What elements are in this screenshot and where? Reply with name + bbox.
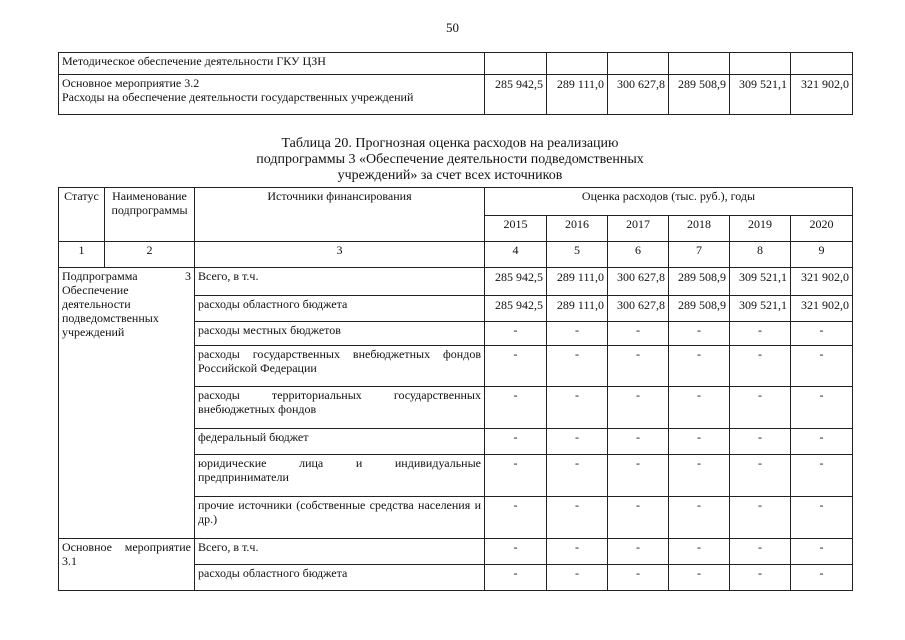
value-cell: 300 627,8 [608, 296, 669, 322]
funding-source: Всего, в т.ч. [195, 268, 485, 296]
value-cell: - [485, 429, 547, 455]
value-cell: - [547, 346, 608, 387]
status-header: Статус [59, 188, 105, 242]
value-cell: - [547, 455, 608, 497]
value-cell: 289 111,0 [547, 75, 608, 115]
table-row [59, 268, 853, 296]
value-cell: 321 902,0 [791, 268, 853, 296]
value-cell: - [669, 455, 730, 497]
value-cell: 285 942,5 [485, 75, 547, 115]
value-cell: 289 508,9 [669, 296, 730, 322]
funding-source: расходы государственных внебюджетных фондов Российской Федерации [195, 346, 485, 387]
value-cell: - [669, 322, 730, 346]
value-cell: - [730, 346, 791, 387]
column-number: 1 [59, 242, 105, 268]
subprogram-group [59, 268, 853, 539]
value-cell: - [608, 387, 669, 429]
value-cell: - [730, 539, 791, 565]
header-row [59, 188, 853, 216]
value-cell: - [547, 565, 608, 591]
value-cell: - [485, 565, 547, 591]
value-cell: - [547, 429, 608, 455]
funding-source: расходы областного бюджета [195, 296, 485, 322]
value-cell: 309 521,1 [730, 268, 791, 296]
column-number: 4 [485, 242, 547, 268]
value-cell: - [547, 539, 608, 565]
group-label: Основное мероприятие 3.1 [59, 539, 195, 591]
funding-source: расходы местных бюджетов [195, 322, 485, 346]
table-row [59, 53, 853, 75]
name-header: Наименование подпрограммы [105, 188, 195, 242]
year-header: 2017 [608, 216, 669, 242]
value-cell: 285 942,5 [485, 296, 547, 322]
value-cell: - [730, 322, 791, 346]
continued-table [58, 52, 853, 115]
value-cell: - [485, 539, 547, 565]
value-cell: - [730, 387, 791, 429]
value-cell: - [547, 497, 608, 539]
sources-header: Источники финансирования [195, 188, 485, 242]
value-cell: 321 902,0 [791, 75, 853, 115]
value-cell: - [608, 565, 669, 591]
value-cell: 289 508,9 [669, 75, 730, 115]
value-cell: - [485, 346, 547, 387]
value-cell: - [608, 346, 669, 387]
year-header: 2015 [485, 216, 547, 242]
value-cell: - [791, 455, 853, 497]
column-number: 9 [791, 242, 853, 268]
value-cell: 300 627,8 [608, 75, 669, 115]
value-cell: - [669, 539, 730, 565]
year-header: 2016 [547, 216, 608, 242]
value-cell: - [730, 565, 791, 591]
column-number-row [59, 242, 853, 268]
column-number: 8 [730, 242, 791, 268]
value-cell: 289 111,0 [547, 296, 608, 322]
table-row [59, 75, 853, 115]
table-row [59, 539, 853, 565]
value-cell: - [608, 539, 669, 565]
column-number: 6 [608, 242, 669, 268]
funding-source: расходы территориальных государственных внебюджетных фондов [195, 387, 485, 429]
value-cell: - [485, 497, 547, 539]
funding-source: прочие источники (собственные средства населения и др.) [195, 497, 485, 539]
year-header: 2020 [791, 216, 853, 242]
value-cell: - [730, 455, 791, 497]
value-cell: 300 627,8 [608, 268, 669, 296]
value-cell: 309 521,1 [730, 296, 791, 322]
value-cell: - [608, 429, 669, 455]
value-cell: - [669, 429, 730, 455]
forecast-table [58, 187, 853, 591]
year-header: 2018 [669, 216, 730, 242]
value-cell: - [485, 322, 547, 346]
value-cell: - [669, 346, 730, 387]
activity-group [59, 539, 853, 591]
value-cell: 289 111,0 [547, 268, 608, 296]
value-cell: - [608, 455, 669, 497]
value-cell: - [669, 565, 730, 591]
value-cell: - [730, 429, 791, 455]
value-cell: 285 942,5 [485, 268, 547, 296]
value-cell: - [791, 387, 853, 429]
group-label: Подпрограмма 3 Обеспечение деятельности подведомственных учреждений [59, 268, 195, 539]
funding-source: расходы областного бюджета [195, 565, 485, 591]
value-cell: 321 902,0 [791, 296, 853, 322]
value-cell: - [608, 497, 669, 539]
column-number: 5 [547, 242, 608, 268]
value-cell: - [791, 539, 853, 565]
column-number: 7 [669, 242, 730, 268]
value-cell: - [791, 346, 853, 387]
activity-label: Основное мероприятие 3.2 Расходы на обеспечение деятельности государственных учреждений [59, 75, 485, 115]
value-cell: 289 508,9 [669, 268, 730, 296]
funding-source: юридические лица и индивидуальные предприниматели [195, 455, 485, 497]
value-cell: - [485, 387, 547, 429]
value-cell: - [547, 322, 608, 346]
value-cell: - [608, 322, 669, 346]
column-number: 2 [105, 242, 195, 268]
value-cell: - [791, 565, 853, 591]
value-cell: - [791, 322, 853, 346]
funding-source: Всего, в т.ч. [195, 539, 485, 565]
value-cell: - [730, 497, 791, 539]
column-number: 3 [195, 242, 485, 268]
year-header: 2019 [730, 216, 791, 242]
value-cell: - [669, 387, 730, 429]
value-cell: - [485, 455, 547, 497]
table-caption: Таблица 20. Прогнозная оценка расходов на реализацию подпрограммы 3 «Обеспечение деятельности подведомственных учреждений» за счет всех источников [256, 136, 644, 183]
estimate-header: Оценка расходов (тыс. руб.), годы [485, 188, 853, 216]
value-cell: 309 521,1 [730, 75, 791, 115]
value-cell: - [547, 387, 608, 429]
activity-label: Методическое обеспечение деятельности ГКУ ЦЗН [59, 53, 485, 75]
value-cell: - [791, 429, 853, 455]
value-cell: - [791, 497, 853, 539]
page-number: 50 [446, 20, 459, 35]
funding-source: федеральный бюджет [195, 429, 485, 455]
value-cell: - [669, 497, 730, 539]
